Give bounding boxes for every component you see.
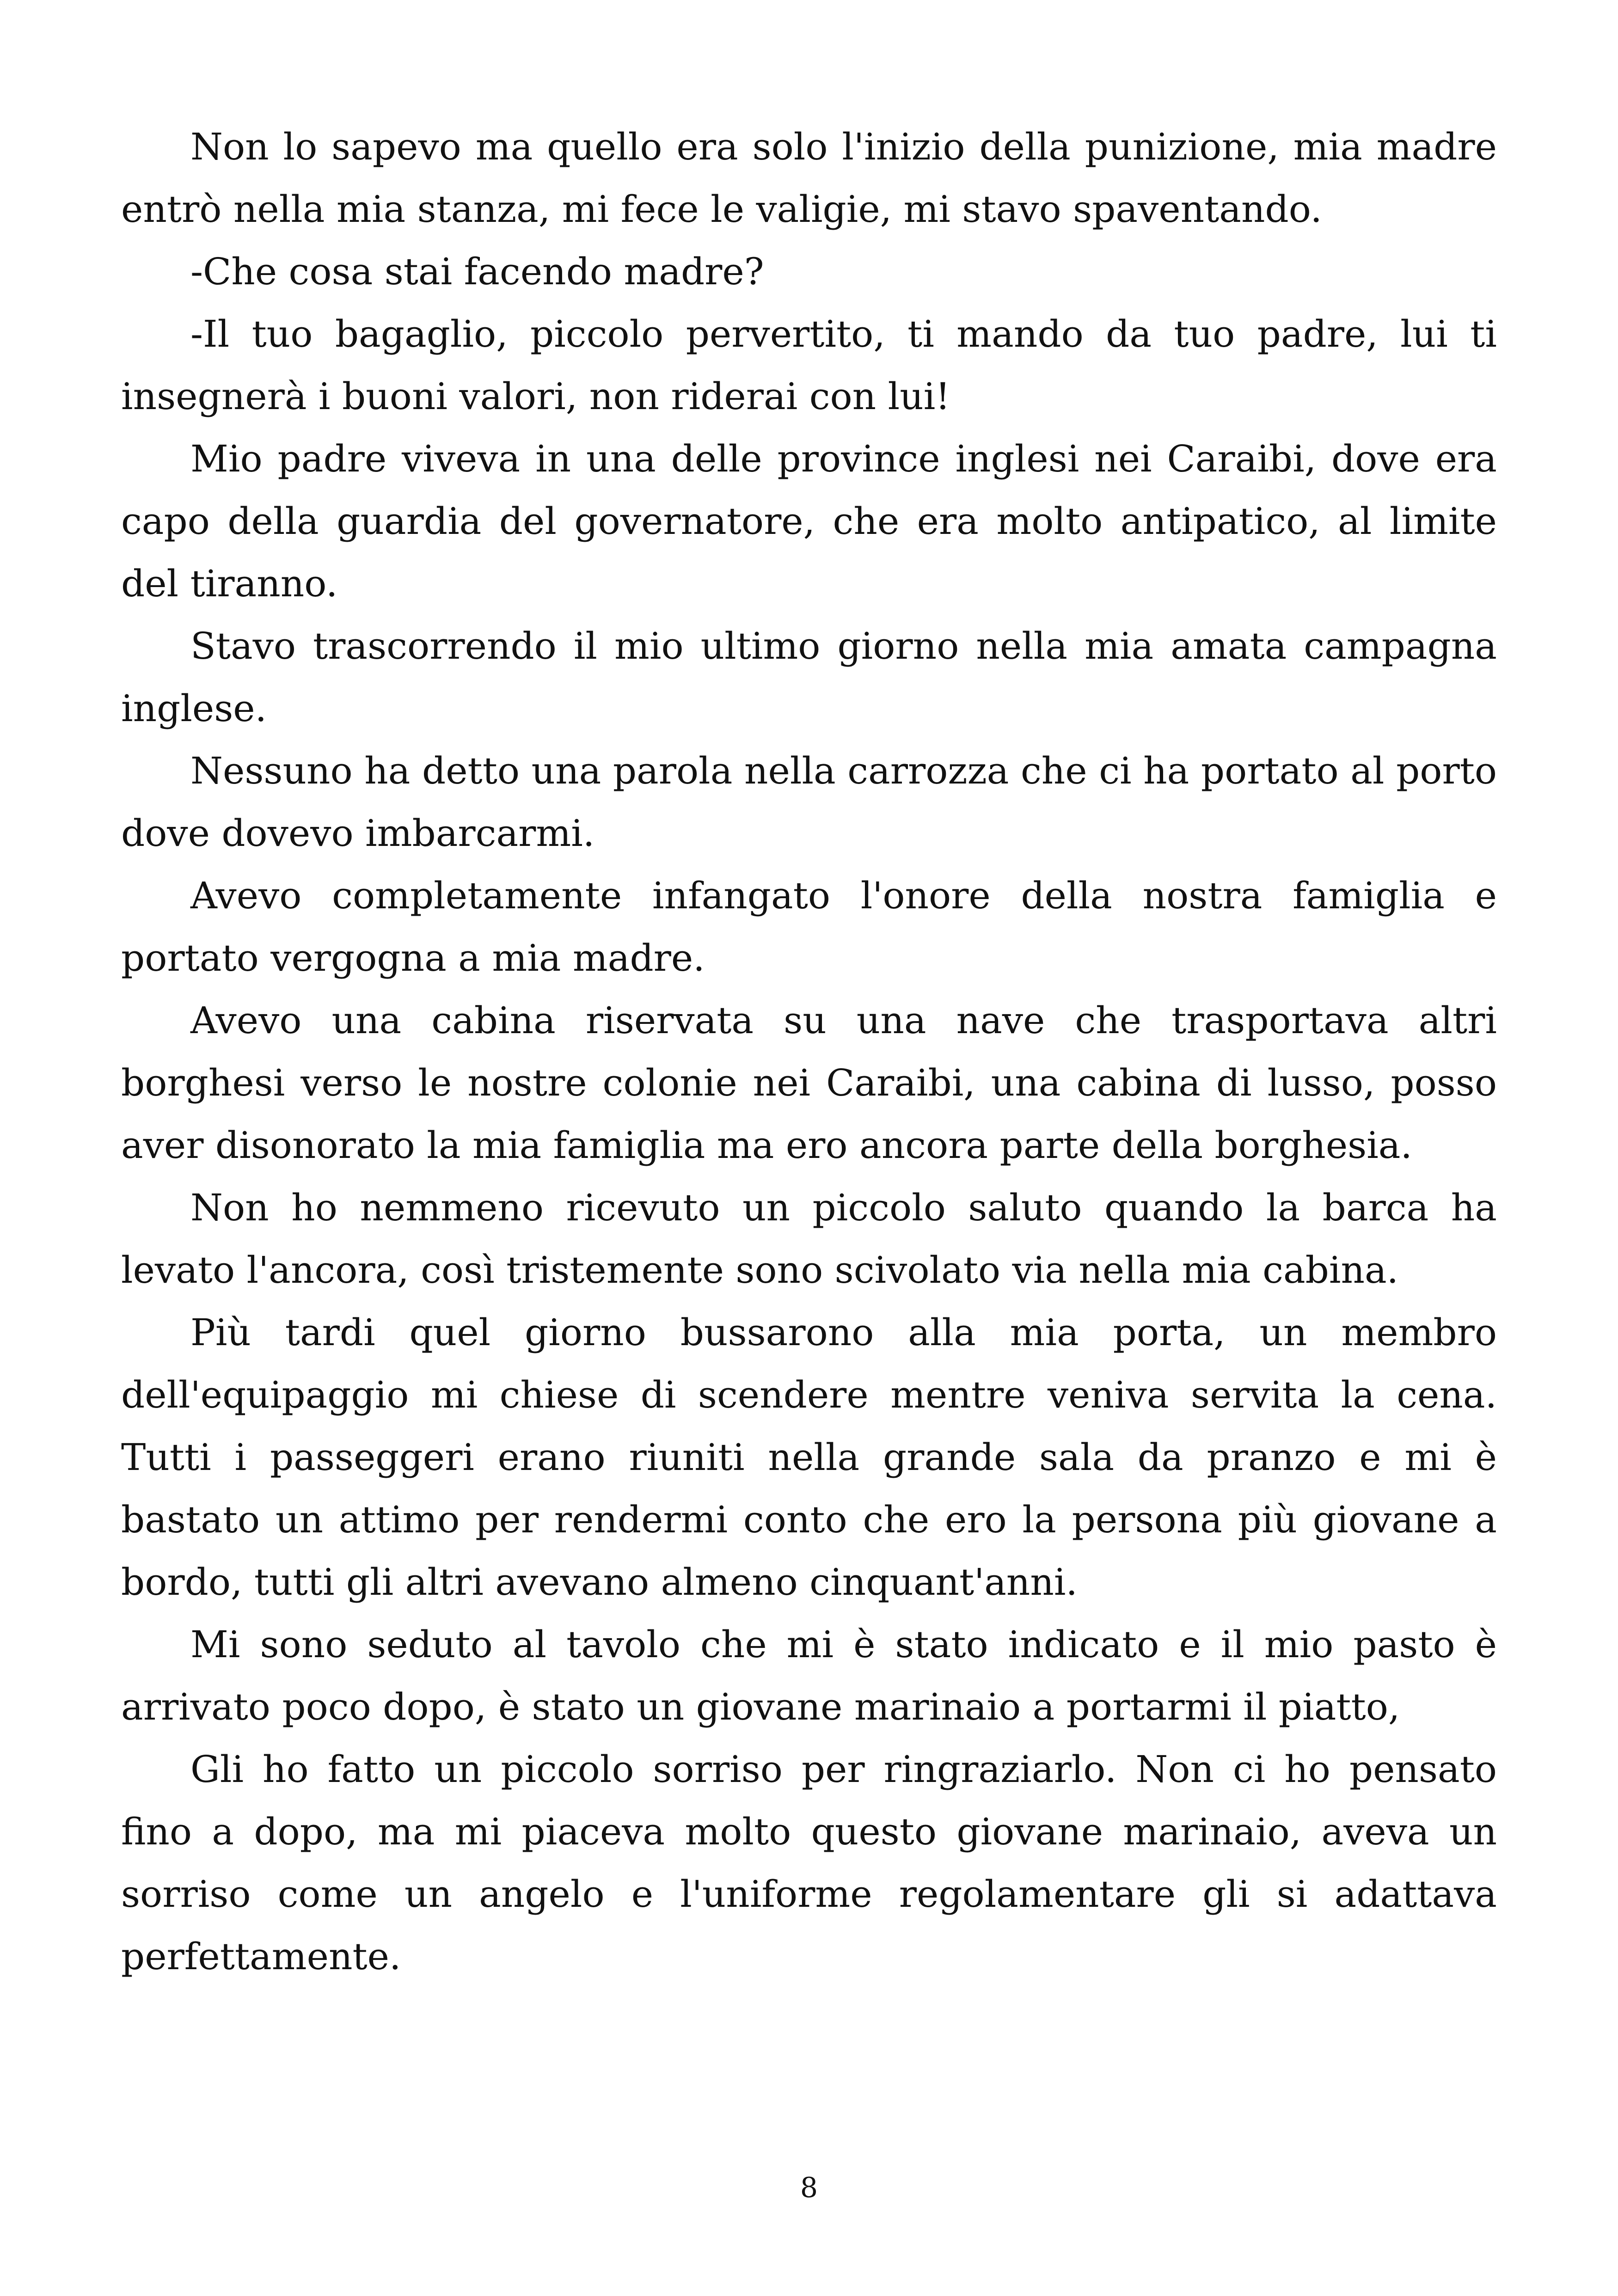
paragraph: -Che cosa stai facendo madre? [190,250,764,293]
paragraph: Non ho nemmeno ricevuto un piccolo saluto quando la barca ha levato l'ancora, così tristemente sono scivolato via nella mia cabina. [121,1186,1497,1292]
paragraph: Mio padre viveva in una delle province inglesi nei Caraibi, dove era capo della guardia del governatore, che era molto antipatico, al limite del tiranno. [121,437,1497,605]
paragraph: Stavo trascorrendo il mio ultimo giorno nella mia amata campagna inglese. [121,625,1497,730]
paragraph: Mi sono seduto al tavolo che mi è stato indicato e il mio pasto è arrivato poco dopo, è stato un giovane marinaio a portarmi il piatto, [121,1623,1497,1728]
paragraph: Avevo completamente infangato l'onore della nostra famiglia e portato vergogna a mia madre. [121,874,1497,980]
paragraph: Più tardi quel giorno bussarono alla mia porta, un membro dell'equipaggio mi chiese di scendere mentre veniva servita la cena. Tutti i passeggeri erano riuniti nella grande sala da pranzo e mi è bastato un attimo per rendermi conto che ero la persona più giovane a bordo, tutti gli altri avevano almeno cinquant'anni. [121,1311,1497,1604]
page-number: 8 [800,2172,818,2204]
paragraph: -Il tuo bagaglio, piccolo pervertito, ti mando da tuo padre, lui ti insegnerà i buoni valori, non riderai con lui! [121,312,1497,418]
paragraph: Non lo sapevo ma quello era solo l'inizio della punizione, mia madre entrò nella mia stanza, mi fece le valigie, mi stavo spaventando. [121,125,1497,231]
paragraph: Nessuno ha detto una parola nella carrozza che ci ha portato al porto dove dovevo imbarcarmi. [121,749,1497,855]
paragraph: Avevo una cabina riservata su una nave che trasportava altri borghesi verso le nostre colonie nei Caraibi, una cabina di lusso, posso aver disonorato la mia famiglia ma ero ancora parte della borghesia. [121,999,1497,1167]
paragraph: Gli ho fatto un piccolo sorriso per ringraziarlo. Non ci ho pensato fino a dopo, ma mi piaceva molto questo giovane marinaio, aveva un sorriso come un angelo e l'uniforme regolamentare gli si adattava perfettamente. [121,1748,1497,1978]
body-text [121,116,1497,1988]
